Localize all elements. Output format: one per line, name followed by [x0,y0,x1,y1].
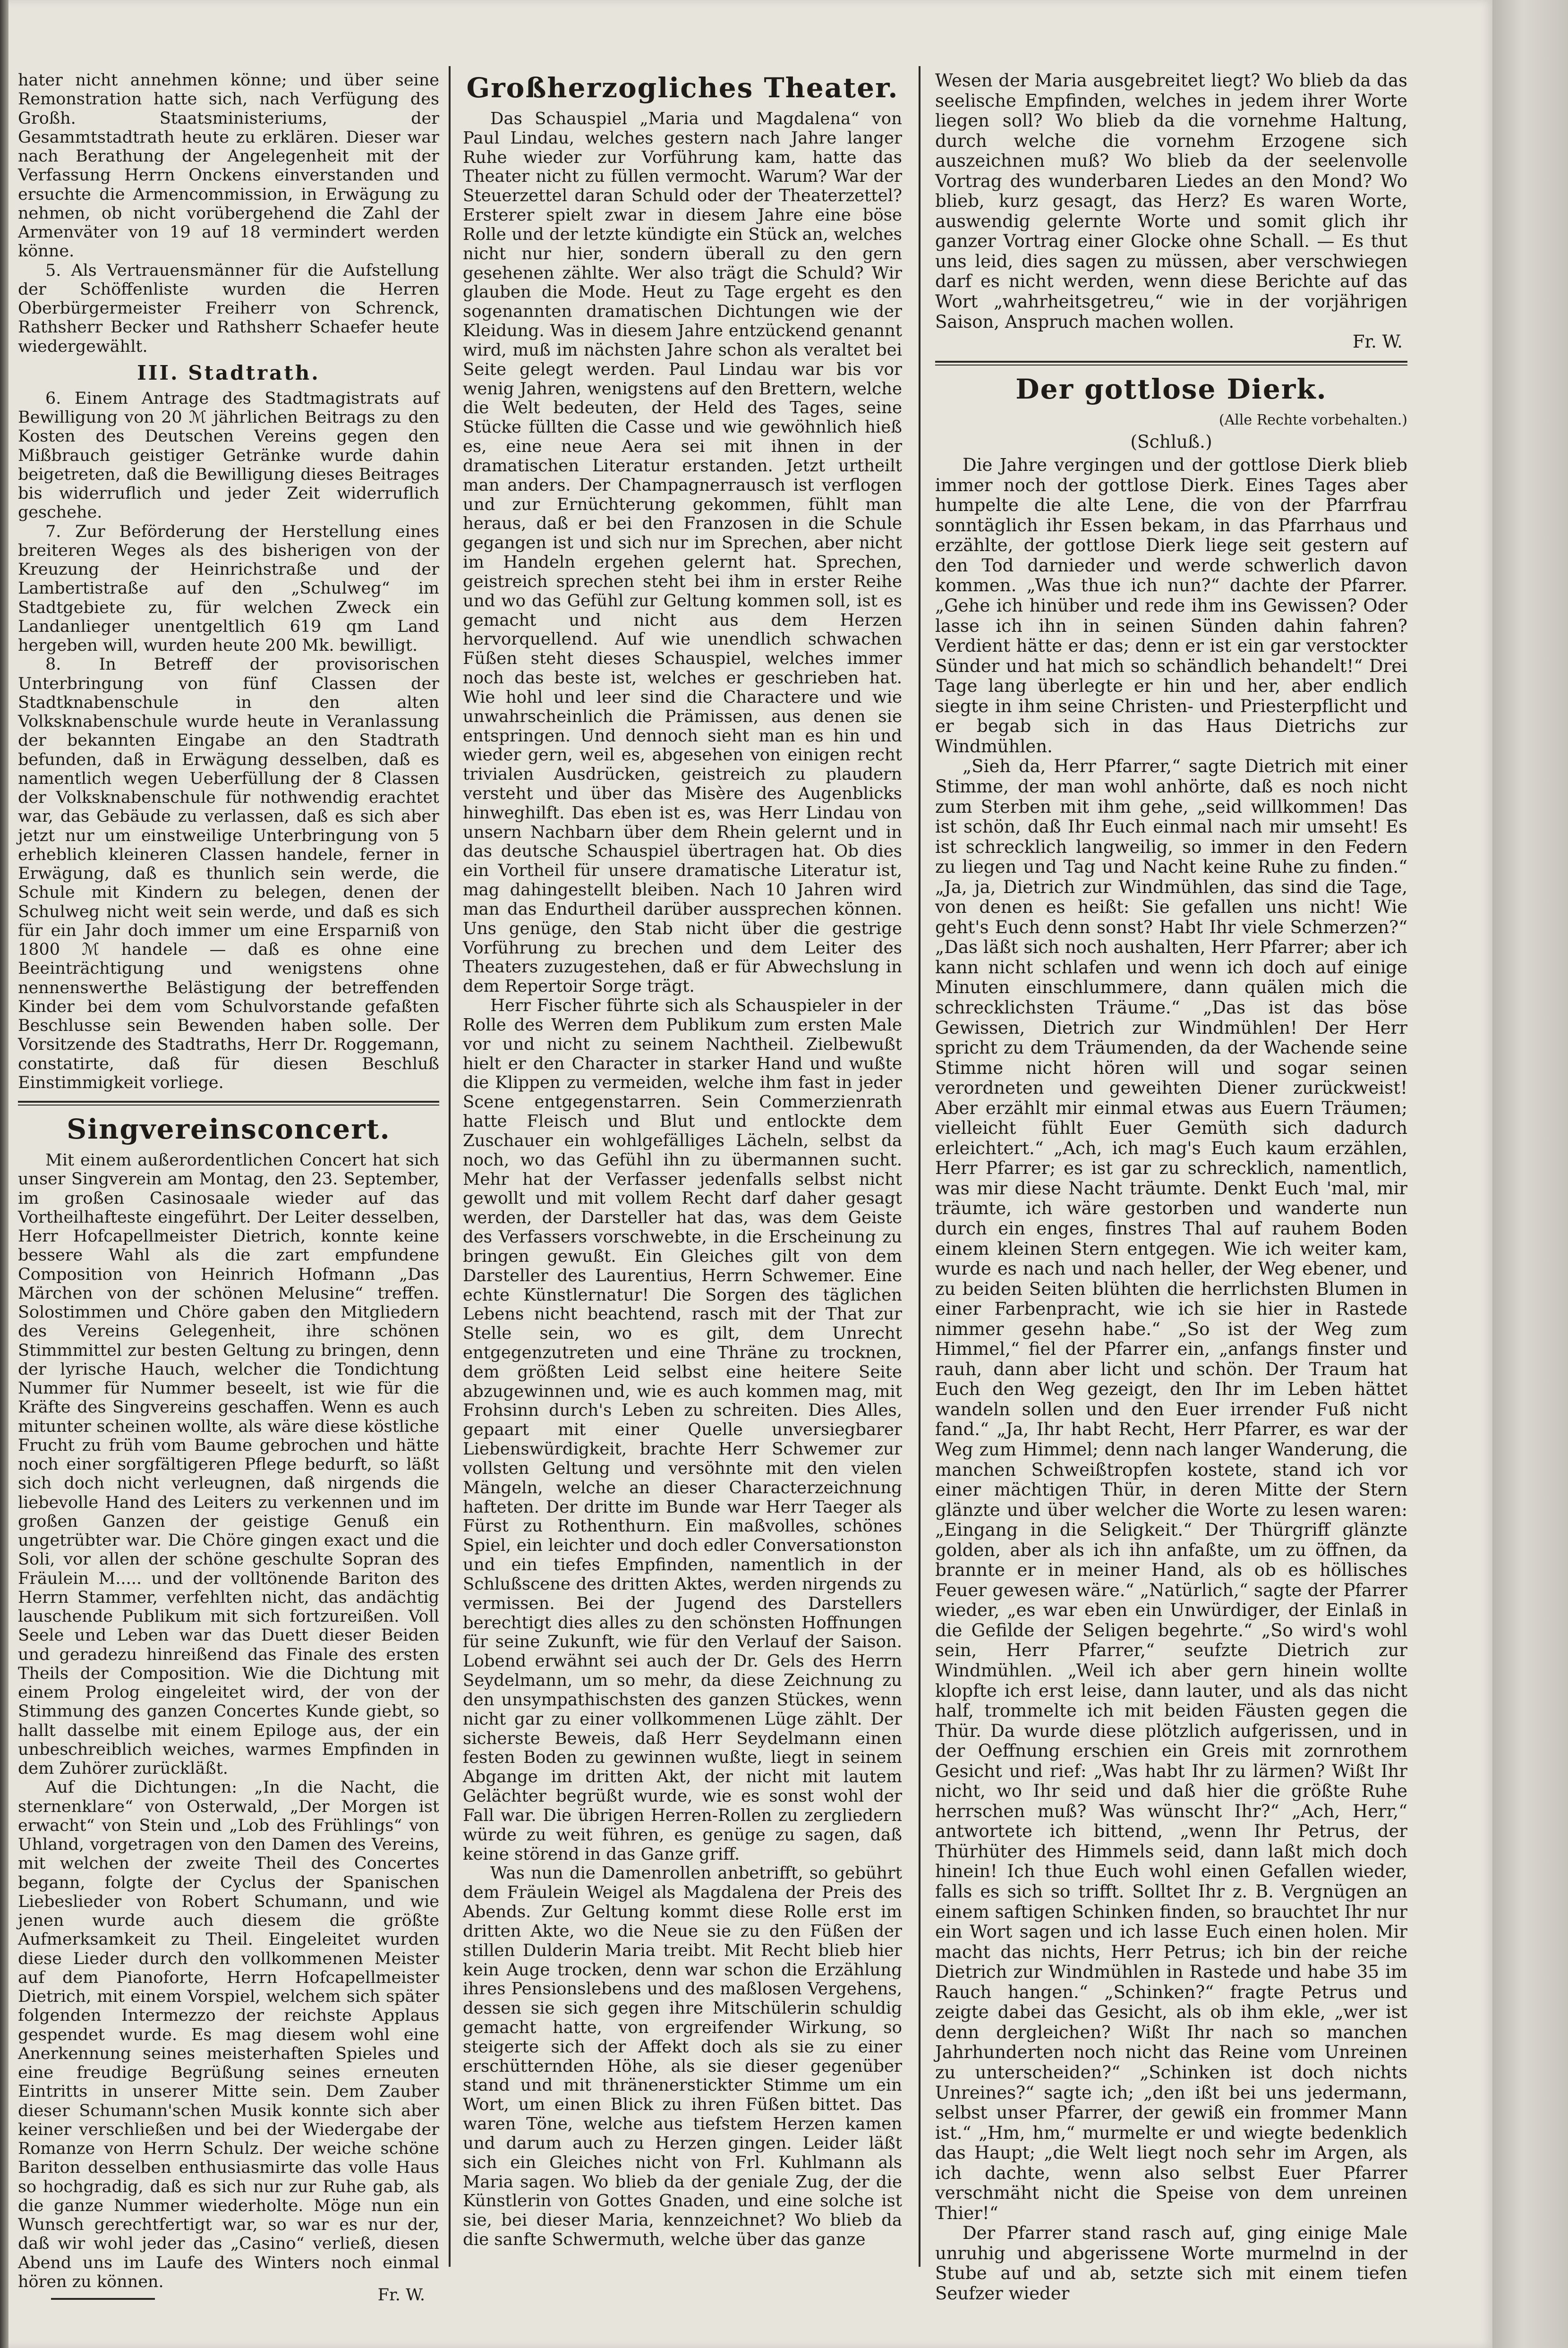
paragraph: Herr Fischer führte sich als Schauspieler in der Rolle des Werren dem Publikum zum ersten Male vor und nicht zu seinem Nachtheil. Zielbewußt hielt er den Character in starker Hand und wußte die Klippen zu vermeiden, welche ihm fast in jeder Scene entgegenstarren. Sein Commerzienrath hatte Fleisch und Blut und entlockte dem Zuschauer ein wohlgefälliges Lächeln, selbst da noch, wo das Gefühl ihn zu übermannen sucht. Mehr hat der Verfasser jedenfalls selbst nicht gewollt und mit vollem Recht darf daher gesagt werden, der Darsteller hat das, was dem Geiste des Verfassers vorschwebte, in die Erscheinung zu bringen gewußt. Ein Gleiches gilt von dem Darsteller des Laurentius, Herrn Schwemer. Eine echte Künstlernatur! Die Sorgen des täglichen Lebens nicht beachtend, rasch mit der That zur Stelle sein, wo es gilt, dem Unrecht entgegenzutreten und eine Thräne zu trocknen, dem größten Leid selbst eine heitere Seite abzugewinnen und, wie es auch kommen mag, mit Frohsinn durch's Leben zu schreiten. Dies Alles, gepaart mit einer Quelle unversiegbarer Liebenswürdigkeit, brachte Herr Schwemer zur vollsten Geltung und versöhnte mit den vielen Mängeln, welche an dieser Characterzeichnung hafteten. Der dritte im Bunde war Herr Taeger als Fürst zu Rothenthurn. Ein maßvolles, schönes Spiel, ein leichter und doch edler Conversationston und ein tiefes Empfinden, namentlich in der Schlußscene des dritten Aktes, werden nirgends zu vermissen. Bei der Jugend des Darstellers berechtigt dies alles zu den schönsten Hoffnungen für seine Zukunft, wie für den Verlauf der Saison. Lobend erwähnt sei auch der Dr. Gels des Herrn Seydelmann, um so mehr, da diese Zeichnung zu den unsympathischsten des ganzen Stückes, wenn nicht gar zu einer vollkommenen Lüge zählt. Der sicherste Beweis, daß Herr Seydelmann einen festen Boden zu gewinnen wußte, liegt in seinem Abgange im dritten Akt, der nicht mit lautem Gelächter begrüßt wurde, wie es sonst wohl der Fall war. Die übrigen Herren-Rollen zu zergliedern würde zu weit führen, es genüge zu sagen, daß keine störend in das Ganze griff. [463,996,902,1864]
paragraph: 8. In Betreff der provisorischen Unterbringung von fünf Classen der Stadtknabenschule in den alten Volksknabenschule wurde heute in Veranlassung der bekannten Eingabe an den Stadtrath befunden, daß in Erwägung desselben, daß es namentlich wegen Ueberfüllung der 8 Classen der Volksknabenschule für nothwendig erachtet war, das Gebäude zu verlassen, daß es sich aber jetzt nur um einstweilige Unterbringung von 5 erheblich kleineren Classen handele, ferner in Erwägung, daß es thunlich sein werde, die Schule mit Kindern zu belegen, denen der Schulweg nicht weit sein werde, und daß es sich für ein Jahr doch immer um eine Ersparniß von 1800 ℳ handele — daß es ohne eine Beeinträchtigung und wenigstens ohne nennenswerthe Belästigung der betreffenden Kinder bei dem vom Schulvorstande gefaßten Beschlusse sein Bewenden haben solle. Der Vorsitzende des Stadtraths, Herr Dr. Roggemann, constatirte, daß für diesen Beschluß Einstimmigkeit vorliege. [18,655,439,1092]
paragraph: „Sieh da, Herr Pfarrer,“ sagte Dietrich mit einer Stimme, der man wohl anhörte, daß es noch nicht zum Sterben mit ihm gehe, „seid willkommen! Das ist schön, daß Ihr Euch einmal nach mir umseht! Es ist schrecklich langweilig, so immer in den Federn zu liegen und Tag und Nacht keine Ruhe zu finden.“ „Ja, ja, Dietrich zur Windmühlen, das sind die Tage, von denen es heißt: Sie gefallen uns nicht! Wie geht's Euch denn sonst? Habt Ihr viele Schmerzen?“ „Das läßt sich noch aushalten, Herr Pfarrer; aber ich kann nicht schlafen und wenn ich doch auf einige Minuten einschlummere, dann quälen mich die schrecklichsten Träume.“ „Das ist das böse Gewissen, Dietrich zur Windmühlen! Der Herr spricht zu dem Träumenden, da der Wachende seine Stimme nicht hören will und sogar seinen verordneten und geweihten Diener zurückweist! Aber erzählt mir einmal etwas aus Euern Träumen; vielleicht fühlt Euer Gemüth sich dadurch erleichtert.“ „Ach, ich mag's Euch kaum erzählen, Herr Pfarrer; es ist gar zu schrecklich, namentlich, was mir diese Nacht träumte. Denkt Euch 'mal, mir träumte, ich wäre gestorben und wanderte nun durch ein enges, finstres Thal auf rauhem Boden einem kleinen Stern entgegen. Wie ich weiter kam, wurde es nach und nach heller, der Weg ebener, und zu beiden Seiten blühten die herrlichsten Blumen in einer Farbenpracht, wie ich sie hier in Rastede nimmer gesehn habe.“ „So ist der Weg zum Himmel,“ fiel der Pfarrer ein, „anfangs finster und rauh, dann aber licht und schön. Der Traum hat Euch den Weg gezeigt, den Ihr im Leben hättet wandeln sollen und den Euer irrender Fuß nicht fand.“ „Ja, Ihr habt Recht, Herr Pfarrer, es war der Weg zum Himmel; denn nach langer Wanderung, die manchen Schweißtropfen kostete, stand ich vor einer mächtigen Thür, in deren Mitte der Stern glänzte und über welcher die Worte zu lesen waren: „Eingang in die Seligkeit.“ Der Thürgriff glänzte golden, aber als ich ihn anfaßte, um zu öffnen, da brannte er in meiner Hand, als ob es höllisches Feuer gewesen wäre.“ „Natürlich,“ sagte der Pfarrer wieder, „es war eben ein Unwürdiger, der Einlaß in die Gefilde der Seligen begehrte.“ „So wird's wohl sein, Herr Pfarrer,“ seufzte Dietrich zur Windmühlen. „Weil ich aber gern hinein wollte klopfte ich erst leise, dann lauter, und als das nicht half, trommelte ich mit beiden Fäusten gegen die Thür. Da wurde diese plötzlich aufgerissen, und in der Oeffnung erschien ein Greis mit zornrothem Gesicht und rief: „Was habt Ihr zu lärmen? Wißt Ihr nicht, wo Ihr seid und daß hier die größte Ruhe herrschen muß? Was wünscht Ihr?“ „Ach, Herr,“ antwortete ich bittend, „wenn Ihr Petrus, der Thürhüter des Himmels seid, dann laßt mich doch hinein! Ich thue Euch wohl einen Gefallen wieder, falls es sich so trifft. Solltet Ihr z. B. Vergnügen an einem saftigen Schinken finden, so brauchtet Ihr nur ein Wort sagen und ich lasse Euch einen holen. Mir macht das nichts, Herr Petrus; ich bin der reiche Dietrich zur Windmühlen in Rastede und habe 35 im Rauch hangen.“ „Schinken?“ fragte Petrus und zeigte dabei das Gesicht, als ob ihm ekle, „wer ist denn dergleichen? Wißt Ihr nach so manchen Jahrhunderten noch nicht das Reine vom Unreinen zu unterscheiden?“ „Schinken ist doch nichts Unreines?“ sagte ich; „den ißt bei uns jedermann, selbst unser Pfarrer, der gewiß ein frommer Mann ist.“ „Hm, hm,“ murmelte er und wiegte bedenklich das Haupt; „die Welt liegt noch sehr im Argen, als ich dachte, wenn also selbst Euer Pfarrer verschmäht nicht die Speise von dem unreinen Thier!“ [935,756,1407,2223]
paragraph: 6. Einem Antrage des Stadtmagistrats auf Bewilligung von 20 ℳ jährlichen Beitrags zu den Kosten des Deutschen Vereins gegen den Mißbrauch geistiger Getränke wurde dahin beigetreten, daß die Bewilligung dieses Beitrages bis widerruflich und jeder Zeit widerruflich geschehe. [18,389,439,522]
column-middle [463,71,902,2250]
article-heading-theater: Großherzogliches Theater. [466,72,899,104]
paragraph: 7. Zur Beförderung der Herstellung eines breiteren Weges als des bisherigen von der Kreuzung der Heinrichstraße und der Lambertistraße auf den „Schulweg“ im Stadtgebiete zu, für welchen Zweck ein Landanlieger unentgeltlich 619 qm Land hergeben will, wurden heute 200 Mk. bewilligt. [18,522,439,655]
column-left [18,71,439,2305]
section-heading-stadtrath: III. Stadtrath. [137,361,320,384]
column-right [935,71,1407,2304]
signature: Fr. W. [1352,332,1403,352]
signature: Fr. W. [377,2286,425,2305]
paragraph: Wesen der Maria ausgebreitet liegt? Wo blieb da das seelische Empfinden, welches in jedem ihrer Worte liegen soll? Wo blieb da die vornehme Haltung, durch welche die vornehm Erzogene sich auszeichnen muß? Wo blieb da der seelenvolle Vortrag des wunderbaren Liedes an den Mond? Wo blieb, kurz gesagt, das Herz? Es waren Worte, auswendig gelernte Worte und somit glich ihr ganzer Vortrag einer Glocke ohne Schall. — Es thut uns leid, dies sagen zu müssen, aber verschwiegen darf es nicht werden, wenn diese Berichte auf das Wort „wahrheitsgetreu,“ wie in der vorjährigen Saison, Anspruch machen wollen. [935,70,1407,332]
paragraph: Das Schauspiel „Maria und Magdalena“ von Paul Lindau, welches gestern nach Jahre langer Ruhe wieder zur Vorführung kam, hatte das Theater nicht zu füllen vermocht. Warum? War der Steuerzettel daran Schuld oder der Theaterzettel? Ersterer spielt zwar in diesem Jahre eine böse Rolle und der letzte kündigte ein Stück an, welches nicht nur hier, sondern überall zu den gern gesehenen zählte. Wer also trägt die Schuld? Wir glauben die Mode. Heut zu Tage ergeht es den sogenannten dramatischen Dichtungen wie der Kleidung. Was in diesem Jahre entzückend genannt wird, muß im nächsten Jahre schon als veraltet bei Seite gelegt werden. Paul Lindau war bis vor wenig Jahren, wenigstens auf den Brettern, welche die Welt bedeuten, der Held des Tages, seine Stücke füllten die Casse und wie gewöhnlich hieß es, eine neue Aera sei mit ihnen in der dramatischen Literatur erstanden. Jetzt urtheilt man anders. Der Champagnerrausch ist verflogen und zur Ernüchterung gekommen, fühlt man heraus, daß er bei den Franzosen in die Schule gegangen ist und sich nur im Sprechen, aber nicht im Handeln ergehen gelernt hat. Sprechen, geistreich sprechen steht bei ihm in erster Reihe und wo das Gefühl zur Geltung kommen soll, ist es gemacht und nicht aus dem Herzen hervorquellend. Auf wie unendlich schwachen Füßen steht dieses Schauspiel, welches immer noch das beste ist, welches er geschrieben hat. Wie hohl und leer sind die Charactere und wie unwahrscheinlich die Prämissen, aus denen sie entspringen. Und dennoch sieht man es hin und wieder gern, weil es, abgesehen von einigen recht trivialen Ausdrücken, geistreich zu plaudern versteht und über das Misère des Augenblicks hinweghilft. Das eben ist es, was Herr Lindau von unsern Nachbarn über dem Rhein gelernt und in das deutsche Schauspiel übertragen hat. Ob dies ein Vortheil für unsere dramatische Literatur ist, mag dahingestellt bleiben. Nach 10 Jahren wird man das Endurtheil darüber aussprechen können. Uns genüge, den Stab nicht über die gestrige Vorführung zu brechen und dem Leiter des Theaters zuzugestehen, daß er für Abwechslung in dem Repertoir Sorge trägt. [463,109,902,996]
paragraph: hater nicht annehmen könne; und über seine Remonstration hatte sich, nach Verfügung des Großh. Staatsministeriums, der Gesammtstadtrath heute zu erklären. Dieser war nach Berathung der Angelegenheit mit der Verfassung Herrn Onckens einverstanden und ersuchte die Armencommission, in Erwägung zu nehmen, ob nicht vorübergehend die Zahl der Armenväter von 19 auf 18 vermindert werden könne. [18,71,439,261]
paragraph: Mit einem außerordentlichen Concert hat sich unser Singverein am Montag, den 23. September, im großen Casinosaale wieder auf das Vortheilhafteste eingeführt. Der Leiter desselben, Herr Hofcapellmeister Dietrich, konnte keine bessere Wahl als die zart empfundene Composition von Heinrich Hofmann „Das Märchen von der schönen Melusine“ treffen. Solostimmen und Chöre gaben den Mitgliedern des Vereins Gelegenheit, ihre schönen Stimmmittel zur besten Geltung zu bringen, denn der lyrische Hauch, welcher die Tondichtung Nummer für Nummer beseelt, ist wie für die Kräfte des Singvereins geschaffen. Wenn es auch mitunter scheinen wollte, als wäre diese köstliche Frucht zu früh vom Baume gebrochen und hätte noch einer sorgfältigeren Pflege bedurft, so läßt sich doch nicht verleugnen, daß nirgends die liebevolle Hand des Leiters zu verkennen und im großen Ganzen der geistige Genuß ein ungetrübter war. Die Chöre gingen exact und die Soli, vor allen der schöne geschulte Sopran des Fräulein M..... und der volltönende Bariton des Herrn Stammer, verfehlten nicht, das andächtig lauschende Publikum mit sich fortzureißen. Voll Seele und Leben war das Duett dieser Beiden und geradezu hinreißend das Finale des ersten Theils der Composition. Wie die Dichtung mit einem Prolog eingeleitet wird, der von der Stimmung des ganzen Concertes Kunde giebt, so hallt dasselbe mit einem Epiloge aus, der ein unbeschreiblich weiches, warmes Empfinden in dem Zuhörer zurückläßt. [18,1151,439,1778]
paragraph: Auf die Dichtungen: „In die Nacht, die sternenklare“ von Osterwald, „Der Morgen ist erwacht“ von Stein und „Lob des Frühlings“ von Uhland, vorgetragen von den Damen des Vereins, mit welchen der zweite Theil des Concertes begann, folgte der Cyclus der Spanischen Liebeslieder von Robert Schumann, und wie jenen wurde auch diesem die größte Aufmerksamkeit zu Theil. Eingeleitet wurden diese Lieder durch den vollkommenen Meister auf dem Pianoforte, Herrn Hofcapellmeister Dietrich, mit einem Vorspiel, welchem sich später folgenden Intermezzo der reichste Applaus gespendet wurde. Es mag diesem wohl eine Anerkennung seines meisterhaften Spieles und eine freudige Begrüßung seines erneuten Eintritts in unserer Mitte sein. Dem Zauber dieser Schumann'schen Musik konnte sich aber keiner verschließen und bei der Wiedergabe der Romanze von Herrn Schulz. Der weiche schöne Bariton desselben enthusiasmirte das volle Haus so hochgradig, daß es sich nur zur Ruhe gab, als die ganze Nummer wiederholte. Möge nun ein Wunsch gerechtfertigt war, so war es nur der, daß wir wohl jeder das „Casino“ verließ, diesen Abend uns im Laufe des Winters noch einmal hören zu können. [18,1778,439,2291]
rights-note: (Alle Rechte vorbehalten.) [1219,411,1407,428]
paragraph: Was nun die Damenrollen anbetrifft, so gebührt dem Fräulein Weigel als Magdalena der Preis des Abends. Zur Geltung kommt diese Rolle erst im dritten Akte, wo die Neue sie zu den Füßen der stillen Dulderin Maria treibt. Mit Recht blieb hier kein Auge trocken, denn war schon die Erzählung ihres Pensionslebens und des maßlosen Vergehens, dessen sie sich gegen ihre Mitschülerin schuldig gemacht hatte, von ergreifender Wirkung, so steigerte sich der Affekt doch als sie zu einer erschütternden Höhe, als sie dieser gegenüber stand und mit thränenerstickter Stimme um ein Wort, um einen Blick zu ihren Füßen bittet. Das waren Töne, welche aus tiefstem Herzen kamen und darum auch zu Herzen gingen. Leider läßt sich ein Gleiches nicht von Frl. Kuhlmann als Maria sagen. Wo blieb da der geniale Zug, der die Künstlerin von Gottes Gnaden, und eine solche ist sie, bei dieser Maria, kennzeichnet? Wo blieb da die sanfte Schwermuth, welche über das ganze [463,1863,902,2250]
section-rule [935,361,1407,366]
paragraph: 5. Als Vertrauensmänner für die Aufstellung der Schöffenliste wurden die Herren Oberbürgermeister Freiherr von Schrenck, Rathsherr Becker und Rathsherr Schaefer heute wiedergewählt. [18,261,439,356]
continuation-note: (Schluß.) [1130,431,1212,452]
section-rule [18,1101,439,1106]
paragraph: Der Pfarrer stand rasch auf, ging einige Male unruhig und abgerissene Worte murmelnd in der Stube auf und ab, setzte sich mit einem tiefen Seufzer wieder [935,2223,1407,2304]
page-edge [1492,0,1568,2348]
column-divider [449,66,451,2267]
binding-shadow [0,0,9,2348]
story-heading-dierk: Der gottlose Dierk. [1015,373,1327,405]
article-heading-singverein: Singvereinsconcert. [67,1113,391,1145]
paragraph: Die Jahre vergingen und der gottlose Dierk blieb immer noch der gottlose Dierk. Eines Tages aber humpelte die alte Lene, die von der Pfarrfrau sonntäglich ihr Essen bekam, in das Pfarrhaus und erzählte, der gottlose Dierk liege seit gestern auf den Tod darnieder und werde schwerlich davon kommen. „Was thue ich nun?“ dachte der Pfarrer. „Gehe ich hinüber und rede ihm ins Gewissen? Oder lasse ich ihn in seinen Sünden dahin fahren? Verdient hätte er das; denn er ist ein gar verstockter Sünder und hat mich so schändlich behandelt!“ Drei Tage lang überlegte er hin und her, aber endlich siegte in ihm seine Christen- und Priesterpflicht und er begab sich in das Haus Dietrichs zur Windmühlen. [935,455,1407,757]
column-divider [919,66,920,2267]
